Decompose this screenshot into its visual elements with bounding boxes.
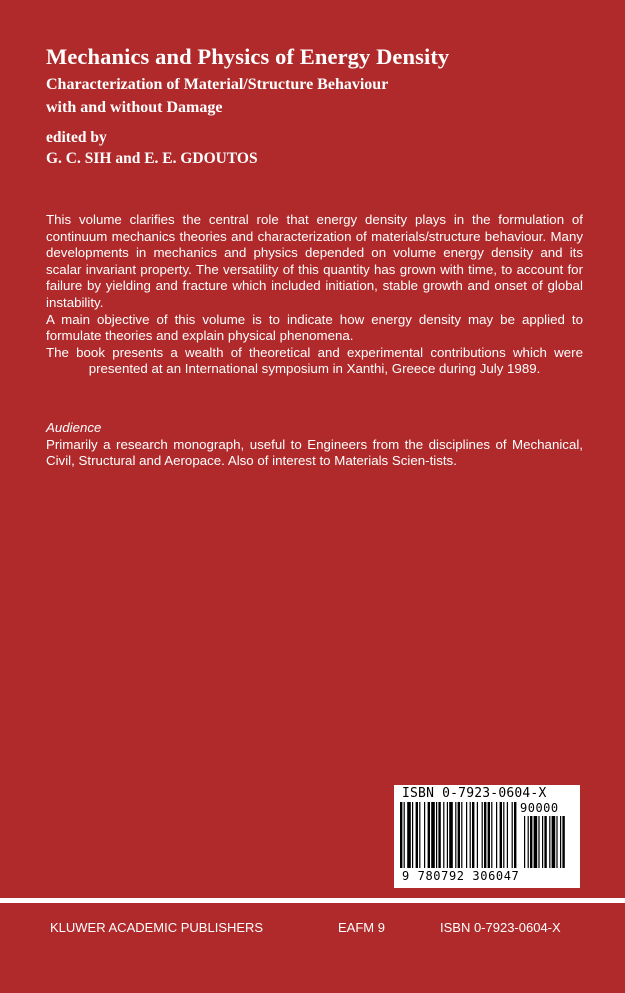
barcode-bar <box>443 802 444 868</box>
barcode-bar <box>428 802 430 868</box>
barcode-bar <box>455 802 456 868</box>
barcode-bar <box>512 802 513 868</box>
barcode-bar <box>491 802 492 868</box>
blurb <box>46 212 583 378</box>
barcode-addon-bar <box>542 816 543 868</box>
footer-isbn: ISBN 0-7923-0604-X <box>440 920 561 935</box>
subtitle-line-1: Characterization of Material/Structure Behaviour <box>46 76 389 93</box>
barcode-bar <box>416 802 418 868</box>
barcode-bars-icon <box>400 802 576 870</box>
footer-divider <box>0 898 625 903</box>
barcode-addon-bar <box>524 816 525 868</box>
publisher-name: KLUWER ACADEMIC PUBLISHERS <box>50 920 264 935</box>
subtitle-line-2: with and without Damage <box>46 99 223 116</box>
barcode-bar <box>438 802 440 868</box>
barcode-panel <box>394 785 580 888</box>
barcode-bar <box>431 802 435 868</box>
barcode-bar <box>477 802 478 868</box>
barcode-addon-bar <box>538 816 539 868</box>
barcode-bar <box>458 802 460 868</box>
series-label: EAFM 9 <box>338 920 385 935</box>
editors-names: G. C. SIH and E. E. GDOUTOS <box>46 150 258 167</box>
barcode-bar <box>503 802 504 868</box>
barcode-bar <box>424 802 425 868</box>
barcode-bar <box>436 802 437 868</box>
barcode-bar <box>419 802 420 868</box>
barcode-bar <box>496 802 497 868</box>
book-subtitle <box>46 73 388 119</box>
barcode-addon-bar <box>552 816 556 868</box>
barcode-bar <box>407 802 411 868</box>
barcode-bar <box>466 802 467 868</box>
barcode-bar <box>470 802 471 868</box>
barcode-bar <box>449 802 453 868</box>
barcode-addon-bar <box>544 816 546 868</box>
barcode-bar <box>514 802 516 868</box>
barcode-bar <box>404 802 405 868</box>
barcode-addon-bar <box>549 816 550 868</box>
barcode-price-code: 90000 <box>520 801 559 815</box>
blurb-paragraph-3: The book presents a wealth of theoretical and experimental contributions which were presented at an International symposium in Xanthi, Greece during July 1989. <box>46 344 583 377</box>
barcode-addon-bar <box>562 816 564 868</box>
barcode-addon-bar <box>560 816 561 868</box>
book-title: Mechanics and Physics of Energy Density <box>46 44 450 69</box>
barcode-addon-bar <box>556 816 557 868</box>
barcode-isbn-label: ISBN 0-7923-0604-X <box>402 786 547 801</box>
edited-by-label: edited by <box>46 129 107 146</box>
blurb-paragraph-2: A main objective of this volume is to indicate how energy density may be applied to formulate theories and explain physical phenomena. <box>46 311 583 344</box>
barcode-bar <box>500 802 502 868</box>
barcode-bar <box>400 802 402 868</box>
barcode-bar <box>507 802 508 868</box>
barcode-bar <box>412 802 413 868</box>
barcode-addon-bar <box>530 816 532 868</box>
audience-section <box>46 420 583 470</box>
barcode-bar <box>488 802 490 868</box>
audience-text: Primarily a research monograph, useful to Engineers from the disciplines of Mechanical, Civil, Structural and Aeropace. Also of interest to Materials Scien-tists. <box>46 436 583 469</box>
barcode-bar <box>482 802 483 868</box>
blurb-paragraph-1: This volume clarifies the central role that energy density plays in the formulation of continuum mechanics theories and characterization of materials/structure behaviour. Many developments in mechanics and physics depended on volume energy density and its scalar invariant property. The versatility of this quantity has grown with time, to account for failure by yielding and fracture which included initiation, stable growth and onset of global instability. <box>46 212 583 310</box>
barcode-bar <box>461 802 462 868</box>
audience-heading: Audience <box>46 420 102 435</box>
barcode-bar <box>447 802 448 868</box>
barcode-bar <box>472 802 474 868</box>
barcode-addon-bar <box>534 816 538 868</box>
barcode-ean-digits: 9 780792 306047 <box>402 869 520 883</box>
barcode-bar <box>484 802 486 868</box>
barcode-addon-bar <box>528 816 529 868</box>
